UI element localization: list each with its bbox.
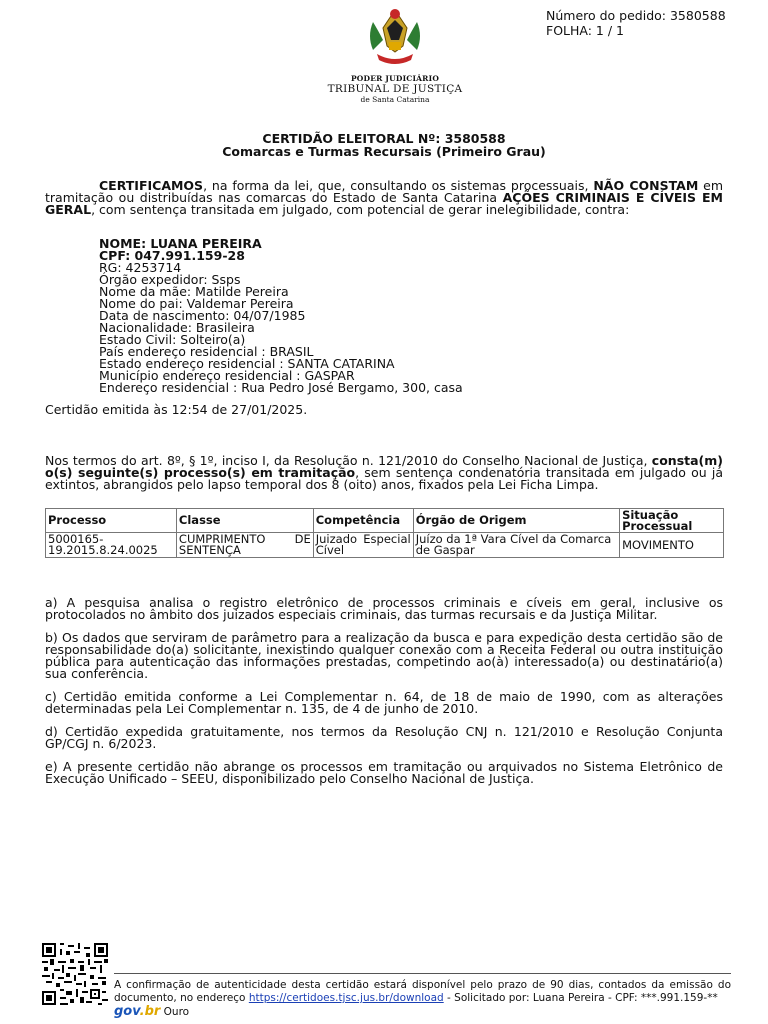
cell-classe: CUMPRIMENTO DE SENTENÇA	[176, 533, 313, 558]
person-name: NOME: LUANA PEREIRA	[99, 236, 262, 251]
cell-orgao: Juízo da 1ª Vara Cível da Comarca de Gaspar	[413, 533, 619, 558]
process-table	[45, 508, 724, 558]
terms-bold: consta(m) o(s) seguinte(s) processo(s) em tramitação	[45, 453, 723, 480]
intro-part-1: , na forma da lei, que, consultando os sistemas processuais,	[203, 178, 594, 193]
issued-line: Certidão emitida às 12:54 de 27/01/2025.	[45, 402, 308, 417]
cell-processo: 5000165-19.2015.8.24.0025	[46, 533, 177, 558]
qr-code-icon	[42, 943, 108, 1005]
person-address: Endereço residencial : Rua Pedro José Bergamo, 300, casa	[99, 380, 463, 395]
table-header-row	[46, 509, 724, 533]
header-situacao: Situação Processual	[620, 509, 724, 533]
sheet-number: FOLHA: 1 / 1	[546, 23, 624, 38]
terms-part-2: , sem sentença condenatória transitada em julgado ou já extintos, abrangidos pelo lapso temporal dos 8 (oito) anos, fixados pela Lei Ficha Limpa.	[45, 465, 723, 492]
acoes-text: AÇÕES CRIMINAIS E CÍVEIS EM GERAL	[45, 190, 723, 217]
header-competencia: Competência	[313, 509, 413, 533]
govbr-gov: gov	[114, 1004, 140, 1019]
title-line-2: Comarcas e Turmas Recursais (Primeiro Grau)	[222, 144, 546, 159]
header-processo: Processo	[46, 509, 177, 533]
certify-text: CERTIFICAMOS	[99, 178, 204, 193]
header-orgao: Órgão de Origem	[413, 509, 619, 533]
person-issuer: Órgão expedidor: Ssps	[99, 272, 241, 287]
footer-text-2: - Solicitado por: Luana Pereira - CPF: ***.991.159-**	[443, 992, 718, 1004]
logo-line-1: PODER JUDICIÁRIO	[350, 74, 440, 83]
terms-paragraph	[45, 455, 723, 491]
person-mother: Nome da mãe: Matilde Pereira	[99, 284, 289, 299]
person-father: Nome do pai: Valdemar Pereira	[99, 296, 294, 311]
order-number: Número do pedido: 3580588	[546, 8, 726, 23]
coat-of-arms-icon	[363, 6, 427, 72]
footer-text-1: A confirmação de autenticidade desta certidão estará disponível pelo prazo de 90 dias, contados da emissão do documento, no endereço	[114, 979, 731, 1004]
footer-divider	[114, 973, 731, 974]
intro-paragraph	[45, 180, 723, 216]
header-info	[546, 8, 726, 38]
person-nationality: Nacionalidade: Brasileira	[99, 320, 255, 335]
footer-text	[114, 979, 731, 1005]
download-link[interactable]: https://certidoes.tjsc.jus.br/download	[248, 992, 444, 1004]
note-e: e) A presente certidão não abrange os processos em tramitação ou arquivados no Sistema Eletrônico de Execução Unificado – SEEU, disponibilizado pelo Conselho Nacional de Justiça.	[45, 759, 723, 786]
person-rg: RG: 4253714	[99, 260, 182, 275]
notes-section	[45, 597, 723, 796]
govbr-badge	[114, 1004, 189, 1019]
logo-line-2: TRIBUNAL DE JUSTIÇA	[327, 83, 463, 95]
note-d: d) Certidão expedida gratuitamente, nos termos da Resolução CNJ n. 121/2010 e Resolução Conjunta GP/CGJ n. 6/2023.	[45, 724, 723, 751]
govbr-level: Ouro	[163, 1006, 190, 1018]
person-birth: Data de nascimento: 04/07/1985	[99, 308, 306, 323]
intro-part-2: em tramitação ou distribuídas nas comarcas do Estado de Santa Catarina	[45, 178, 723, 205]
person-country: País endereço residencial : BRASIL	[99, 344, 314, 359]
table-row	[46, 533, 724, 558]
header-classe: Classe	[176, 509, 313, 533]
person-civil-status: Estado Civil: Solteiro(a)	[99, 332, 246, 347]
title-line-1: CERTIDÃO ELEITORAL Nº: 3580588	[262, 131, 506, 146]
court-logo	[320, 6, 470, 124]
terms-part-1: Nos termos do art. 8º, § 1º, inciso I, da Resolução n. 121/2010 do Conselho Nacional de Justiça,	[45, 453, 652, 468]
note-a: a) A pesquisa analisa o registro eletrônico de processos criminais e cíveis em geral, inclusive os protocolados no âmbito dos juizados especiais criminais, das turmas recursais e da Justiça Militar.	[45, 595, 723, 622]
person-details	[99, 238, 463, 394]
intro-part-3: , com sentença transitada em julgado, com potencial de gerar inelegibilidade, contra:	[91, 202, 630, 217]
nao-constam-text: NÃO CONSTAM	[593, 178, 699, 193]
note-b: b) Os dados que serviram de parâmetro para a realização da busca e para expedição desta certidão são de responsabilidade do(a) solicitante, inexistindo qualquer conexão com a Receita Federal ou outra instituição pública para autenticação das informações prestadas, competindo ao(à) interessado(a) ou destinatário(a) sua conferência.	[45, 630, 723, 681]
cell-situacao: MOVIMENTO	[620, 533, 724, 558]
cell-competencia: Juizado Especial Cível	[313, 533, 413, 558]
person-cpf: CPF: 047.991.159-28	[99, 248, 245, 263]
person-state: Estado endereço residencial : SANTA CATARINA	[99, 356, 395, 371]
note-c: c) Certidão emitida conforme a Lei Complementar n. 64, de 18 de maio de 1990, com as alterações determinadas pela Lei Complementar n. 135, de 4 de junho de 2010.	[45, 689, 723, 716]
govbr-br: .br	[139, 1004, 161, 1019]
logo-line-3: de Santa Catarina	[360, 95, 430, 104]
person-city: Município endereço residencial : GASPAR	[99, 368, 355, 383]
certificate-title	[0, 132, 768, 158]
